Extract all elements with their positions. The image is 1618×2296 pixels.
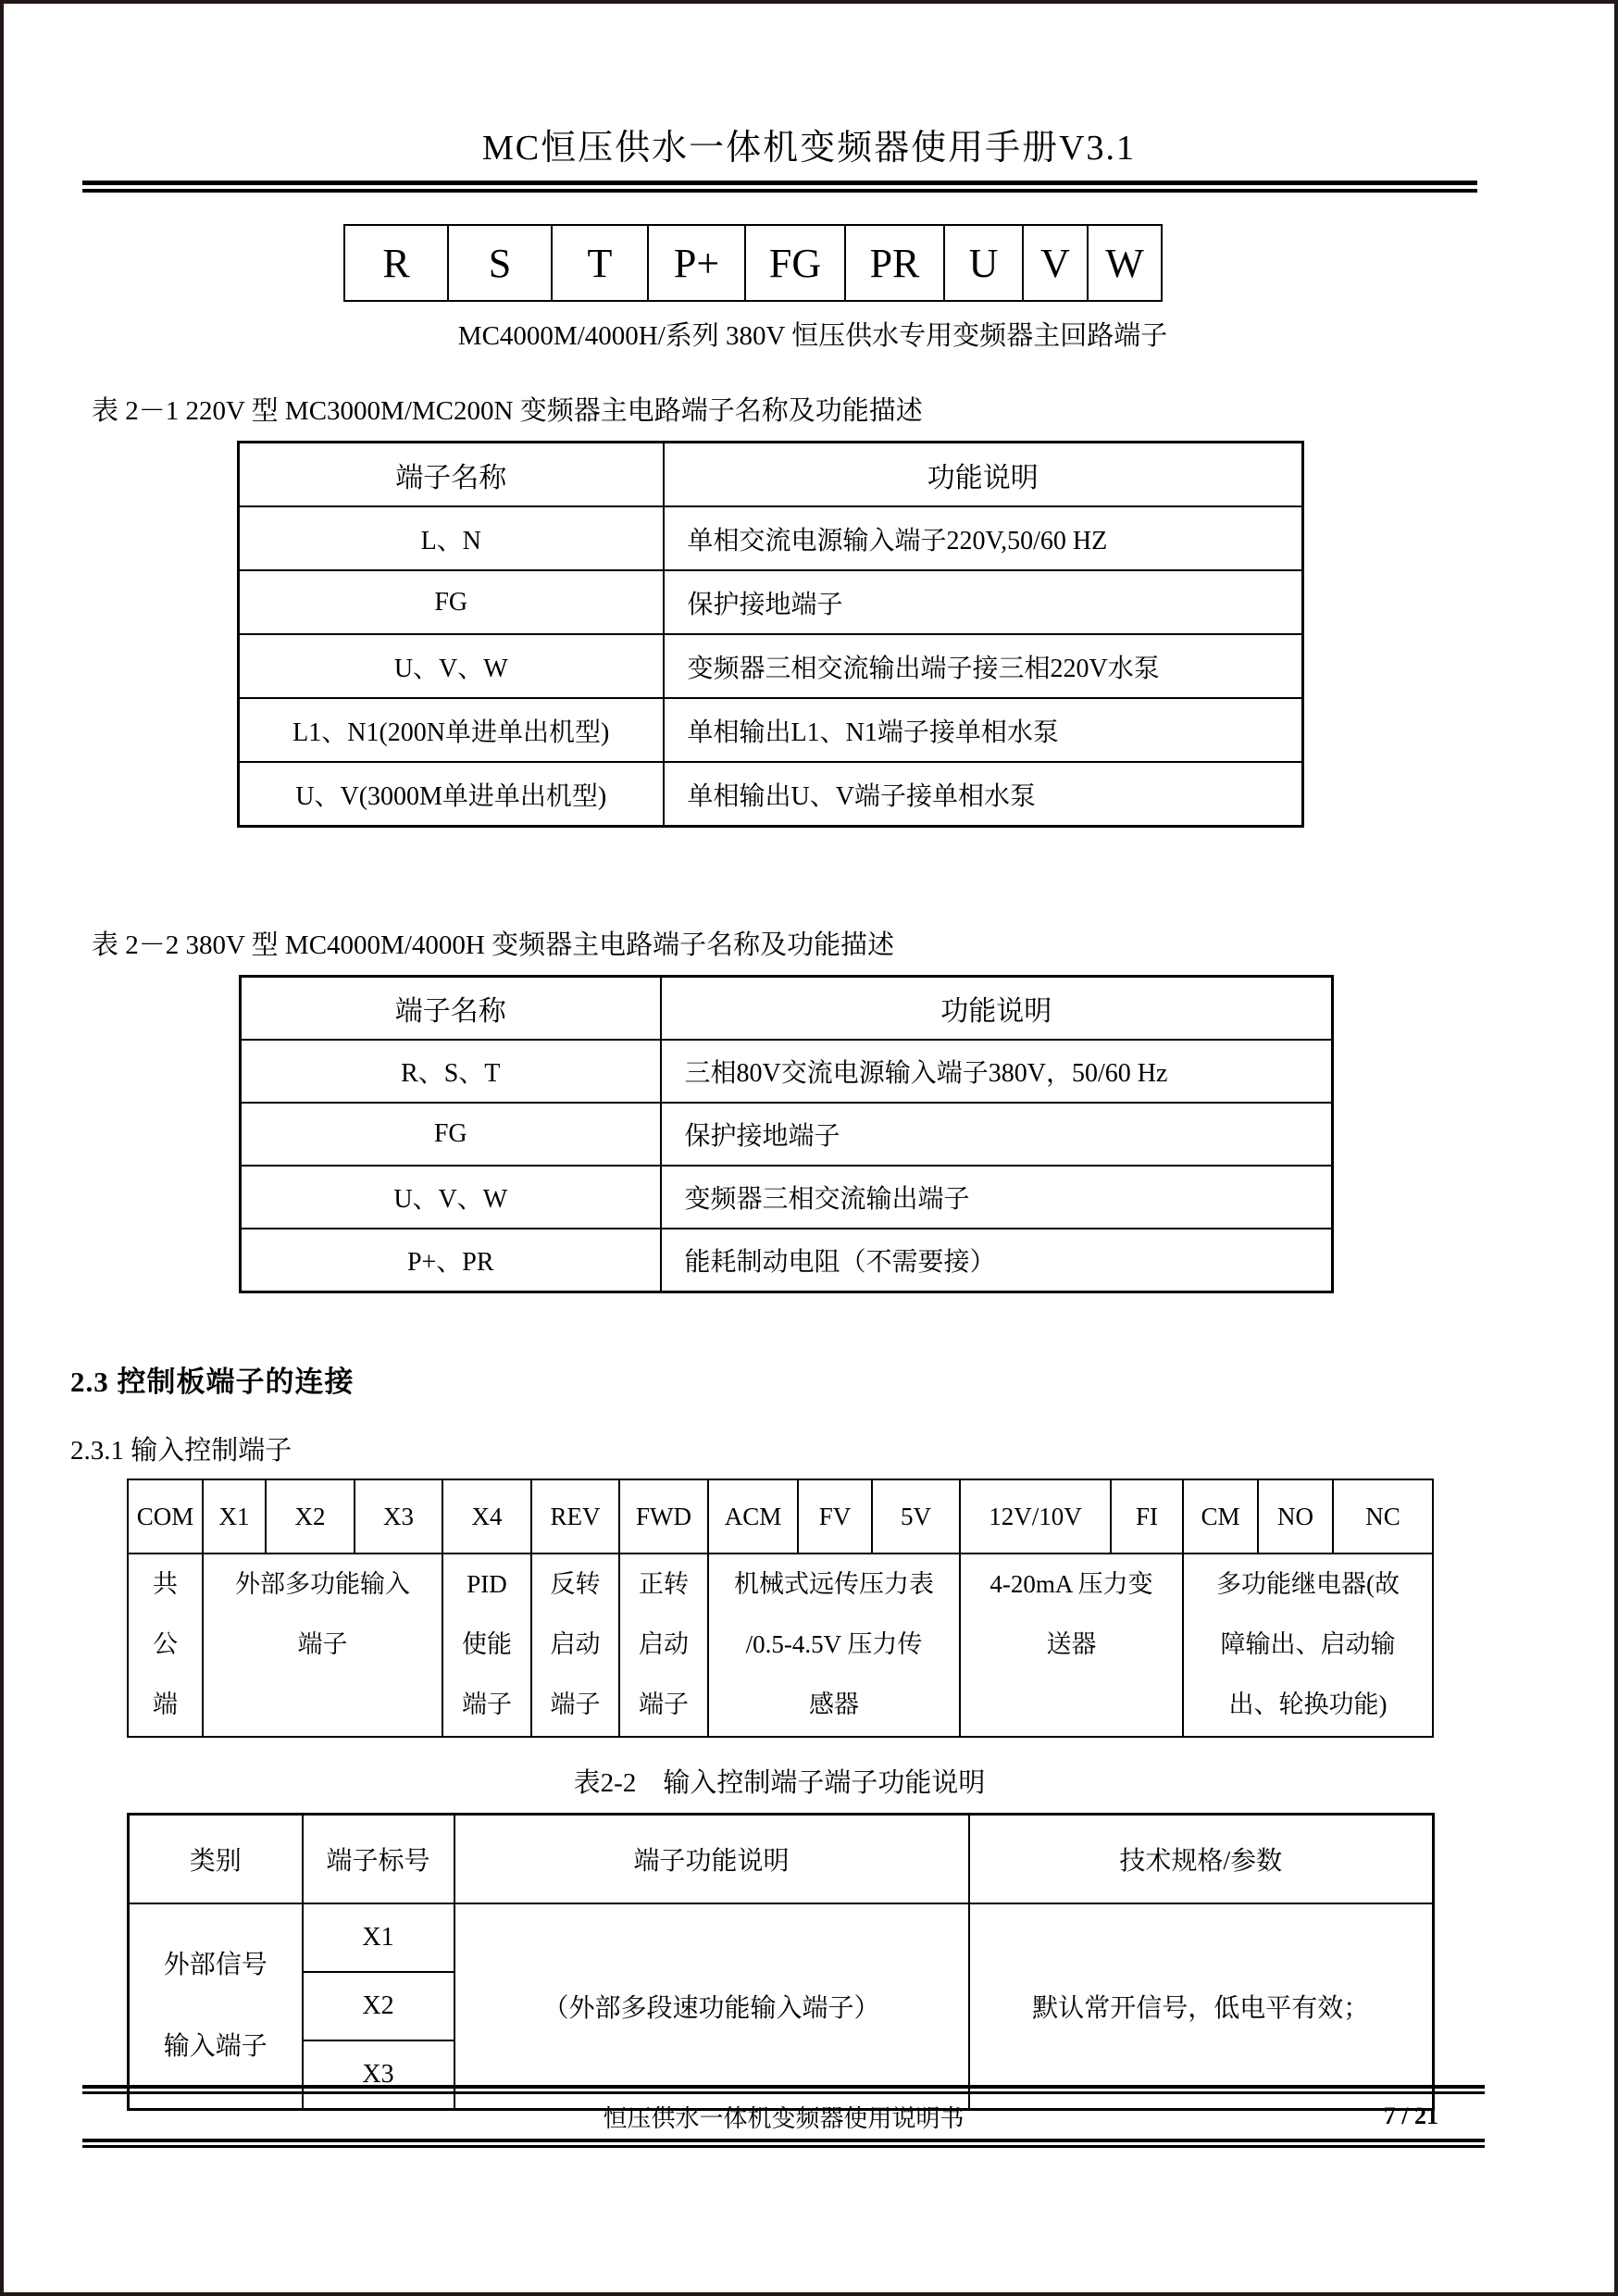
terminal-id-cell: X1	[303, 1903, 454, 1972]
column-header-desc: 功能说明	[664, 443, 1303, 507]
table-row	[239, 506, 1303, 570]
io-terminal: X4	[442, 1479, 531, 1554]
terminal-cell: V	[1023, 225, 1088, 301]
column-header-function: 端子功能说明	[454, 1815, 969, 1904]
io-terminal: X2	[266, 1479, 355, 1554]
io-group-relay: 多功能继电器(故 障输出、启动输 出、轮换功能)	[1183, 1554, 1433, 1737]
table-row	[239, 698, 1303, 762]
table-row	[129, 1903, 1434, 1972]
footer-doc-title: 恒压供水一体机变频器使用说明书	[603, 2104, 965, 2132]
table-2-1-caption: 表 2－1 220V 型 MC3000M/MC200N 变频器主电路端子名称及功能描述	[92, 396, 923, 426]
io-group-pressure-gauge: 机械式远传压力表 /0.5-4.5V 压力传 感器	[708, 1554, 960, 1737]
spec-cell: 默认常开信号，低电平有效；	[969, 1903, 1434, 2110]
terminal-strip-row	[344, 225, 1162, 301]
terminal-name: L、N	[239, 506, 664, 570]
io-terminal: REV	[531, 1479, 619, 1554]
io-group-reverse-start: 反转 启动 端子	[531, 1554, 619, 1737]
io-group-pid-enable: PID 使能 端子	[442, 1554, 531, 1737]
column-header-category: 类别	[129, 1815, 303, 1904]
table-row	[239, 634, 1303, 698]
terminal-name: U、V(3000M单进单出机型)	[239, 762, 664, 827]
terminal-cell: S	[448, 225, 552, 301]
main-circuit-terminal-strip	[343, 224, 1163, 302]
io-terminal: COM	[128, 1479, 203, 1554]
column-header-name: 端子名称	[239, 443, 664, 507]
column-header-name: 端子名称	[241, 977, 661, 1041]
terminal-cell: U	[944, 225, 1023, 301]
section-heading-2-3-1: 2.3.1 输入控制端子	[70, 1436, 292, 1466]
io-function-row	[128, 1554, 1433, 1737]
title-divider	[82, 181, 1477, 193]
terminal-name: FG	[241, 1103, 661, 1166]
footer-bottom-divider	[82, 2139, 1485, 2148]
table-header-row	[241, 977, 1333, 1041]
page-number: 7 / 21	[1383, 2103, 1438, 2129]
table-header-row	[129, 1815, 1434, 1904]
terminal-name: P+、PR	[241, 1229, 661, 1292]
terminal-desc: 单相输出L1、N1端子接单相水泵	[664, 698, 1303, 762]
table-row	[241, 1166, 1333, 1229]
io-group-multifunction-input: 外部多功能输入 端子	[203, 1554, 442, 1737]
input-control-terminal-table	[127, 1479, 1434, 1738]
input-terminal-function-table	[127, 1813, 1435, 2111]
table-row	[241, 1103, 1333, 1166]
function-desc-cell: （外部多段速功能输入端子）	[454, 1903, 969, 2110]
terminal-id-cell: X2	[303, 1972, 454, 2040]
table-row	[241, 1229, 1333, 1292]
terminal-name: U、V、W	[241, 1166, 661, 1229]
terminal-cell: P+	[648, 225, 745, 301]
column-header-desc: 功能说明	[661, 977, 1333, 1041]
terminal-desc: 变频器三相交流输出端子接三相220V水泵	[664, 634, 1303, 698]
io-terminal-label-row	[128, 1479, 1433, 1554]
io-terminal: FI	[1111, 1479, 1183, 1554]
terminal-cell: R	[344, 225, 448, 301]
terminal-name: R、S、T	[241, 1040, 661, 1103]
table-2-1	[237, 441, 1304, 828]
io-terminal: NO	[1258, 1479, 1333, 1554]
terminal-desc: 单相输出U、V端子接单相水泵	[664, 762, 1303, 827]
terminal-desc: 三相80V交流电源输入端子380V，50/60 Hz	[661, 1040, 1333, 1103]
table-row	[239, 762, 1303, 827]
io-terminal: X1	[203, 1479, 266, 1554]
page-footer	[82, 2085, 1485, 2148]
table-2-2	[239, 975, 1334, 1293]
terminal-desc: 保护接地端子	[661, 1103, 1333, 1166]
io-group-common: 共 公 端	[128, 1554, 203, 1737]
terminal-desc: 保护接地端子	[664, 570, 1303, 634]
terminal-cell: FG	[745, 225, 845, 301]
io-terminal: 12V/10V	[960, 1479, 1111, 1554]
column-header-terminal-id: 端子标号	[303, 1815, 454, 1904]
terminal-strip-caption: MC4000M/4000H/系列 380V 恒压供水专用变频器主回路端子	[457, 321, 1168, 351]
io-terminal: X3	[355, 1479, 442, 1554]
terminal-desc: 能耗制动电阻（不需要接）	[661, 1229, 1333, 1292]
page-title: MC恒压供水一体机变频器使用手册V3.1	[481, 129, 1137, 168]
table-row	[241, 1040, 1333, 1103]
section-heading-2-3: 2.3 控制板端子的连接	[70, 1366, 355, 1398]
terminal-name: U、V、W	[239, 634, 664, 698]
io-terminal: CM	[1183, 1479, 1258, 1554]
terminal-name: FG	[239, 570, 664, 634]
terminal-desc: 单相交流电源输入端子220V,50/60 HZ	[664, 506, 1303, 570]
column-header-spec: 技术规格/参数	[969, 1815, 1434, 1904]
terminal-name: L1、N1(200N单进单出机型)	[239, 698, 664, 762]
io-terminal: 5V	[872, 1479, 960, 1554]
terminal-cell: T	[552, 225, 648, 301]
terminal-cell: W	[1088, 225, 1162, 301]
io-terminal: ACM	[708, 1479, 798, 1554]
footer-top-divider	[82, 2085, 1485, 2094]
io-terminal: FWD	[619, 1479, 708, 1554]
io-group-forward-start: 正转 启动 端子	[619, 1554, 708, 1737]
io-terminal: NC	[1333, 1479, 1433, 1554]
table-header-row	[239, 443, 1303, 507]
terminal-id-cell: X3	[303, 2040, 454, 2110]
table-2-2-caption: 表 2－2 380V 型 MC4000M/4000H 变频器主电路端子名称及功能描述	[92, 930, 895, 960]
function-table-caption: 表2-2 输入控制端子端子功能说明	[573, 1768, 986, 1798]
terminal-cell: PR	[845, 225, 944, 301]
io-terminal: FV	[798, 1479, 872, 1554]
table-row	[239, 570, 1303, 634]
terminal-desc: 变频器三相交流输出端子	[661, 1166, 1333, 1229]
category-cell: 外部信号 输入端子	[129, 1903, 303, 2110]
io-group-pressure-transmitter: 4-20mA 压力变 送器	[960, 1554, 1183, 1737]
